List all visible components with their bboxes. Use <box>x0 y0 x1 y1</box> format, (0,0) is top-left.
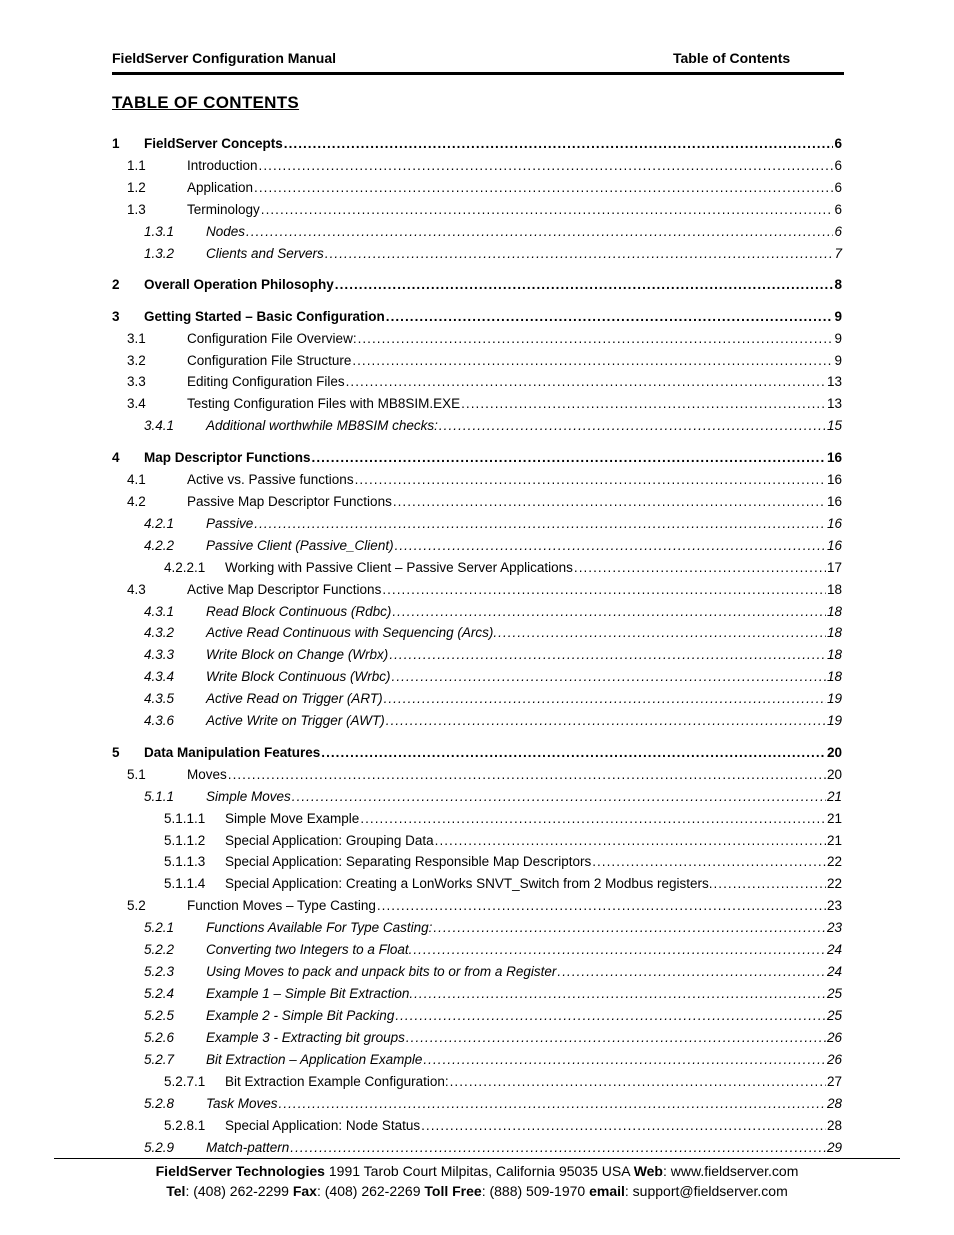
toc-dot-leader <box>325 245 834 263</box>
toc-entry-number: 5 <box>112 745 120 760</box>
toc-entry-title: Configuration File Structure <box>187 353 352 368</box>
toc-entry-page: 15 <box>826 418 842 433</box>
toc-entry-title: Write Block on Change (Wrbx) <box>206 647 389 662</box>
toc-entry-title: Introduction <box>187 158 258 173</box>
toc-entry-title: Clients and Servers <box>206 246 324 261</box>
toc-entry-page: 16 <box>826 494 842 509</box>
toc-entry-number: 4.3.4 <box>144 669 175 684</box>
toc-entry-page: 9 <box>834 353 842 368</box>
toc-entry-title: Example 1 – Simple Bit Extraction. <box>206 986 414 1001</box>
toc-entry[interactable] <box>112 177 842 197</box>
toc-entry[interactable] <box>112 1093 842 1113</box>
toc-entry[interactable] <box>112 199 842 219</box>
toc-entry-title: Special Application: Node Status <box>225 1118 421 1133</box>
toc-entry[interactable] <box>112 688 842 708</box>
toc-dot-leader <box>346 373 826 391</box>
toc-entry-title: Configuration File Overview: <box>187 331 357 346</box>
toc-entry[interactable] <box>112 1115 842 1135</box>
toc-entry[interactable] <box>112 601 842 621</box>
toc-entry-number: 4.3.6 <box>144 713 175 728</box>
toc-dot-leader <box>433 919 826 937</box>
toc-entry-page: 17 <box>826 560 842 575</box>
toc-dot-leader <box>312 449 826 467</box>
footer-line-2 <box>0 1183 954 1199</box>
toc-entry-number: 5.2.4 <box>144 986 175 1001</box>
toc-entry-page: 25 <box>826 1008 842 1023</box>
footer-tollfree-value: : (888) 509-1970 <box>481 1183 590 1199</box>
toc-entry-page: 9 <box>834 331 842 346</box>
toc-entry-title: Functions Available For Type Casting: <box>206 920 433 935</box>
toc-entry-title: Working with Passive Client – Passive Server Applications <box>225 560 573 575</box>
toc-dot-leader <box>261 201 834 219</box>
toc-entry-page: 18 <box>826 625 842 640</box>
toc-entry[interactable] <box>112 447 842 467</box>
toc-entry-page: 16 <box>826 450 842 465</box>
toc-entry-page: 20 <box>826 745 842 760</box>
toc-dot-leader <box>557 963 826 981</box>
toc-entry-page: 7 <box>834 246 842 261</box>
toc-entry-number: 5.1.1.4 <box>164 876 206 891</box>
toc-dot-leader <box>421 1117 826 1135</box>
footer-fax-label: Fax <box>292 1183 317 1199</box>
toc-entry-page: 6 <box>834 224 842 239</box>
toc-entry-title: Example 2 - Simple Bit Packing <box>206 1008 395 1023</box>
toc-entry-title: Active vs. Passive functions <box>187 472 354 487</box>
toc-dot-leader <box>461 395 826 413</box>
toc-dot-leader <box>259 157 834 175</box>
toc-entry-title: Simple Moves <box>206 789 291 804</box>
toc-entry[interactable] <box>112 1137 842 1157</box>
toc-entry[interactable] <box>112 557 842 577</box>
toc-entry-number: 4.1 <box>127 472 146 487</box>
toc-entry-title: Additional worthwhile MB8SIM checks: <box>206 418 438 433</box>
toc-entry-number: 4.3.2 <box>144 625 175 640</box>
toc-entry[interactable] <box>112 535 842 555</box>
toc-entry-number: 1.2 <box>127 180 146 195</box>
toc-entry-number: 1 <box>112 136 120 151</box>
footer-email-label: email <box>589 1183 625 1199</box>
toc-dot-leader <box>435 832 826 850</box>
toc-entry-number: 2 <box>112 277 120 292</box>
toc-entry-number: 4.2.2 <box>144 538 175 553</box>
toc-entry-page: 21 <box>826 811 842 826</box>
toc-entry-page: 6 <box>834 136 842 151</box>
toc-entry-title: Write Block Continuous (Wrbc) <box>206 669 391 684</box>
toc-entry-title: Special Application: Creating a LonWorks SNVT_Switch from 2 Modbus registers. <box>225 876 713 891</box>
toc-entry[interactable] <box>112 939 842 959</box>
toc-entry[interactable] <box>112 622 842 642</box>
toc-dot-leader <box>389 646 826 664</box>
toc-entry-number: 5.2.7 <box>144 1052 175 1067</box>
toc-dot-leader <box>413 941 826 959</box>
toc-entry-number: 5.2.5 <box>144 1008 175 1023</box>
toc-entry-page: 19 <box>826 713 842 728</box>
toc-entry-page: 13 <box>826 396 842 411</box>
toc-dot-leader <box>395 537 826 555</box>
toc-entry-page: 6 <box>834 158 842 173</box>
toc-entry-title: Using Moves to pack and unpack bits to or from a Register <box>206 964 557 979</box>
toc-entry-page: 29 <box>826 1140 842 1155</box>
toc-entry-title: Data Manipulation Features <box>144 745 321 760</box>
toc-entry-number: 3.3 <box>127 374 146 389</box>
toc-entry-number: 5.2 <box>127 898 146 913</box>
toc-entry-title: Getting Started – Basic Configuration <box>144 309 385 324</box>
toc-entry-title: Passive Client (Passive_Client) <box>206 538 394 553</box>
toc-dot-leader <box>228 766 826 784</box>
toc-entry-number: 1.1 <box>127 158 146 173</box>
toc-dot-leader <box>284 135 834 153</box>
toc-entry-number: 5.1.1.2 <box>164 833 206 848</box>
toc-title: TABLE OF CONTENTS <box>112 93 300 112</box>
toc-entry-number: 5.2.7.1 <box>164 1074 206 1089</box>
toc-entry[interactable] <box>112 469 842 489</box>
toc-entry-title: Active Write on Trigger (AWT) <box>206 713 385 728</box>
toc-entry-title: FieldServer Concepts <box>144 136 283 151</box>
toc-entry-number: 5.2.3 <box>144 964 175 979</box>
toc-entry-number: 5.2.9 <box>144 1140 175 1155</box>
toc-entry-number: 1.3 <box>127 202 146 217</box>
toc-entry-title: Bit Extraction Example Configuration: <box>225 1074 449 1089</box>
toc-entry-title: Nodes <box>206 224 246 239</box>
toc-entry[interactable] <box>112 961 842 981</box>
toc-dot-leader <box>439 417 826 435</box>
toc-entry-page: 22 <box>826 876 842 891</box>
toc-entry-page: 8 <box>834 277 842 292</box>
footer-web-link[interactable]: : www.fieldserver.com <box>663 1163 799 1179</box>
toc-entry-title: Converting two Integers to a Float. <box>206 942 413 957</box>
toc-dot-leader <box>384 690 826 708</box>
toc-dot-leader <box>406 1029 826 1047</box>
footer-tollfree-label: Toll Free <box>424 1183 482 1199</box>
toc-dot-leader <box>592 853 826 871</box>
toc-entry-number: 5.2.2 <box>144 942 175 957</box>
toc-entry-page: 13 <box>826 374 842 389</box>
toc-entry[interactable] <box>112 1071 842 1091</box>
toc-dot-leader <box>321 744 826 762</box>
toc-entry[interactable] <box>112 808 842 828</box>
toc-entry[interactable] <box>112 830 842 850</box>
toc-entry-number: 1.3.1 <box>144 224 175 239</box>
toc-entry-page: 24 <box>826 942 842 957</box>
toc-entry-number: 5.2.6 <box>144 1030 175 1045</box>
footer-company: FieldServer Technologies <box>155 1163 325 1179</box>
footer-email-link[interactable]: : support@fieldserver.com <box>624 1183 788 1199</box>
toc-entry-title: Simple Move Example <box>225 811 360 826</box>
footer-tel-label: Tel <box>166 1183 186 1199</box>
toc-dot-leader <box>355 471 826 489</box>
toc-dot-leader <box>395 1007 826 1025</box>
toc-entry[interactable] <box>112 1049 842 1069</box>
toc-dot-leader <box>352 352 833 370</box>
toc-entry[interactable] <box>112 328 842 348</box>
toc-entry-page: 16 <box>826 472 842 487</box>
toc-dot-leader <box>392 603 826 621</box>
toc-entry-number: 4.2.1 <box>144 516 175 531</box>
toc-entry-page: 21 <box>826 789 842 804</box>
toc-entry[interactable] <box>112 851 842 871</box>
toc-entry-title: Function Moves – Type Casting <box>187 898 376 913</box>
toc-entry-title: Special Application: Separating Responsible Map Descriptors <box>225 854 592 869</box>
toc-entry-page: 28 <box>826 1118 842 1133</box>
toc-entry-page: 16 <box>826 516 842 531</box>
toc-dot-leader <box>382 581 826 599</box>
toc-entry-number: 5.1.1.1 <box>164 811 206 826</box>
toc-entry[interactable] <box>112 1005 842 1025</box>
toc-entry-number: 5.1 <box>127 767 146 782</box>
toc-dot-leader <box>246 223 833 241</box>
toc-dot-leader <box>423 1051 826 1069</box>
toc-entry[interactable] <box>112 371 842 391</box>
page-header-right: Table of Contents <box>673 50 791 66</box>
toc-entry-page: 20 <box>826 767 842 782</box>
toc-dot-leader <box>290 1139 826 1157</box>
toc-entry-number: 5.1.1.3 <box>164 854 206 869</box>
toc-entry-number: 3.4.1 <box>144 418 175 433</box>
toc-dot-leader <box>450 1073 826 1091</box>
toc-entry-page: 9 <box>834 309 842 324</box>
toc-entry-number: 3.2 <box>127 353 146 368</box>
toc-entry-page: 19 <box>826 691 842 706</box>
toc-entry-number: 4.2 <box>127 494 146 509</box>
toc-entry[interactable] <box>112 917 842 937</box>
toc-entry-number: 3.4 <box>127 396 146 411</box>
toc-entry-page: 24 <box>826 964 842 979</box>
toc-entry[interactable] <box>112 1027 842 1047</box>
footer-address: 1991 Tarob Court Milpitas, California 95035 USA <box>324 1163 634 1179</box>
toc-entry[interactable] <box>112 895 842 915</box>
toc-entry-number: 4.3.1 <box>144 604 175 619</box>
toc-dot-leader <box>574 559 826 577</box>
toc-entry-page: 18 <box>826 669 842 684</box>
toc-dot-leader <box>279 1095 826 1113</box>
toc-entry[interactable] <box>112 513 842 533</box>
toc-entry-page: 28 <box>826 1096 842 1111</box>
toc-entry-title: Moves <box>187 767 227 782</box>
toc-entry-title: Testing Configuration Files with MB8SIM.EXE <box>187 396 461 411</box>
footer-rule <box>54 1158 900 1159</box>
toc-dot-leader <box>713 875 825 893</box>
toc-entry[interactable] <box>112 350 842 370</box>
toc-entry-page: 16 <box>826 538 842 553</box>
toc-entry-number: 3 <box>112 309 120 324</box>
toc-entry-page: 6 <box>834 180 842 195</box>
toc-entry-title: Match-pattern <box>206 1140 290 1155</box>
toc-entry-number: 3.1 <box>127 331 146 346</box>
toc-entry-number: 4.3.5 <box>144 691 175 706</box>
toc-entry-page: 18 <box>826 582 842 597</box>
toc-entry[interactable] <box>112 873 842 893</box>
toc-entry[interactable] <box>112 786 842 806</box>
toc-entry[interactable] <box>112 221 842 241</box>
toc-entry-title: Active Read Continuous with Sequencing (Arcs). <box>206 625 498 640</box>
toc-entry-title: Passive Map Descriptor Functions <box>187 494 392 509</box>
toc-entry-title: Active Read on Trigger (ART) <box>206 691 383 706</box>
toc-dot-leader <box>292 788 826 806</box>
page-header-left: FieldServer Configuration Manual <box>112 50 337 66</box>
toc-dot-leader <box>414 985 826 1003</box>
toc-entry-title: Application <box>187 180 254 195</box>
footer-web-label: Web <box>633 1163 663 1179</box>
toc-entry-number: 4.2.2.1 <box>164 560 206 575</box>
toc-entry-page: 25 <box>826 986 842 1001</box>
toc-entry[interactable] <box>112 666 842 686</box>
toc-entry-number: 5.1.1 <box>144 789 175 804</box>
toc-entry-number: 4.3 <box>127 582 146 597</box>
footer-tel-value: : (408) 262-2299 <box>185 1183 293 1199</box>
toc-entry-page: 6 <box>834 202 842 217</box>
toc-entry[interactable] <box>112 983 842 1003</box>
toc-entry-page: 26 <box>826 1052 842 1067</box>
toc-entry-number: 5.2.1 <box>144 920 175 935</box>
toc-entry-page: 21 <box>826 833 842 848</box>
toc-entry-title: Example 3 - Extracting bit groups <box>206 1030 405 1045</box>
toc-entry-title: Editing Configuration Files <box>187 374 345 389</box>
toc-entry-title: Passive <box>206 516 254 531</box>
toc-entry-page: 27 <box>826 1074 842 1089</box>
toc-entry-number: 5.2.8 <box>144 1096 175 1111</box>
toc-dot-leader <box>392 668 826 686</box>
toc-entry[interactable] <box>112 393 842 413</box>
toc-entry-page: 22 <box>826 854 842 869</box>
toc-entry[interactable] <box>112 274 842 294</box>
toc-dot-leader <box>498 624 826 642</box>
toc-entry-title: Terminology <box>187 202 260 217</box>
toc-entry[interactable] <box>112 710 842 730</box>
toc-entry[interactable] <box>112 155 842 175</box>
toc-entry[interactable] <box>112 764 842 784</box>
toc-entry-number: 5.2.8.1 <box>164 1118 206 1133</box>
table-of-contents <box>112 0 842 1160</box>
toc-dot-leader <box>393 493 826 511</box>
toc-entry[interactable] <box>112 133 842 153</box>
toc-entry-page: 23 <box>826 898 842 913</box>
toc-entry[interactable] <box>112 742 842 762</box>
footer-line-1 <box>0 1163 954 1179</box>
toc-entry[interactable] <box>112 415 842 435</box>
toc-entry-number: 4.3.3 <box>144 647 175 662</box>
toc-entry[interactable] <box>112 491 842 511</box>
toc-entry-title: Overall Operation Philosophy <box>144 277 334 292</box>
toc-entry-number: 4 <box>112 450 120 465</box>
toc-entry[interactable] <box>112 243 842 263</box>
toc-dot-leader <box>358 330 834 348</box>
toc-entry-page: 23 <box>826 920 842 935</box>
toc-dot-leader <box>386 308 834 326</box>
toc-entry-title: Task Moves <box>206 1096 278 1111</box>
toc-entry[interactable] <box>112 644 842 664</box>
toc-entry-title: Active Map Descriptor Functions <box>187 582 382 597</box>
toc-dot-leader <box>335 276 834 294</box>
toc-dot-leader <box>360 810 826 828</box>
toc-entry-page: 18 <box>826 604 842 619</box>
toc-entry-page: 26 <box>826 1030 842 1045</box>
footer-fax-value: : (408) 262-2269 <box>316 1183 425 1199</box>
toc-entry-page: 18 <box>826 647 842 662</box>
toc-entry-number: 1.3.2 <box>144 246 175 261</box>
toc-entry-title: Map Descriptor Functions <box>144 450 311 465</box>
toc-entry[interactable] <box>112 306 842 326</box>
toc-entry-title: Special Application: Grouping Data <box>225 833 434 848</box>
toc-dot-leader <box>254 179 833 197</box>
toc-dot-leader <box>386 712 826 730</box>
toc-entry-title: Bit Extraction – Application Example <box>206 1052 423 1067</box>
toc-dot-leader <box>377 897 826 915</box>
toc-dot-leader <box>254 515 826 533</box>
toc-entry[interactable] <box>112 579 842 599</box>
toc-entry-title: Read Block Continuous (Rdbc) <box>206 604 392 619</box>
